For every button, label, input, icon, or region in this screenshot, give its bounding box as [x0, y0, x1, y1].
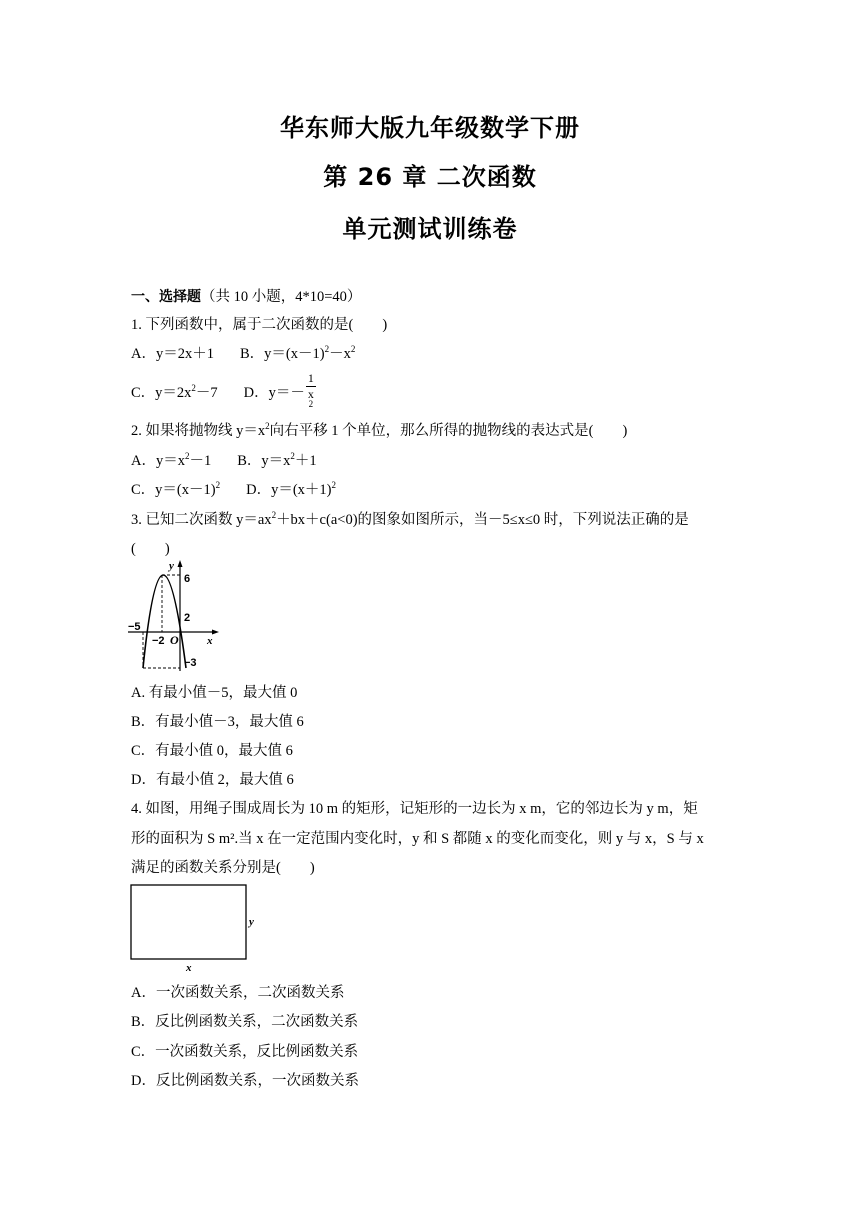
q4-stem-line2: 形的面积为 S m².当 x 在一定范围内变化时，y 和 S 都随 x 的变化而变化，则 y 与 x，S 与 x: [131, 831, 704, 847]
q2-stem: 2. 如果将抛物线 $y=x^2$向右平移 1 个单位，那么所得的抛物线的表达式是( ): [131, 421, 628, 439]
q4-stem-line1: 4. 如图，用绳子围成周长为 10 m 的矩形，记矩形的一边长为 x m，它的邻边长为 y m，矩: [131, 801, 698, 817]
rectangle-figure: [128, 883, 264, 975]
rect-y-label: y: [249, 916, 254, 928]
q3-option-a: A. 有最小值－5，最大值 0: [131, 685, 298, 701]
label-minus3: −3: [184, 657, 197, 669]
q1-stem: 1. 下列函数中，属于二次函数的是( ): [131, 317, 388, 333]
q4-option-c: C．一次函数关系，反比例函数关系: [131, 1044, 359, 1060]
q3-stem-blank: ( ): [131, 541, 170, 557]
q1-option-d: D．y＝－ 1 x $^2$: [244, 385, 316, 401]
q1-option-a: A．y＝2x＋1: [131, 346, 214, 362]
parabola-graph: [128, 558, 220, 674]
label-origin: O: [170, 633, 179, 647]
rectangle-shape: [131, 885, 246, 959]
label-minus2: −2: [152, 635, 165, 647]
q2-option-b: B．$y=x^2+1$: [237, 451, 317, 469]
q1-option-b: B．$y=(x-1)^2-x^2$: [239, 344, 356, 362]
q4-option-b: B．反比例函数关系，二次函数关系: [131, 1014, 359, 1030]
q3-option-c: C．有最小值 0，最大值 6: [131, 743, 293, 759]
q4-stem-line3: 满足的函数关系分别是( ): [131, 860, 315, 876]
y-axis-arrow: [178, 560, 183, 567]
q3-option-d: D．有最小值 2，最大值 6: [131, 772, 294, 788]
label-six: 6: [184, 573, 191, 585]
q1-option-c: C．$y=2x^2-7$: [131, 383, 218, 402]
q4-option-a: A．一次函数关系，二次函数关系: [131, 985, 345, 1001]
q2-options-ab: [131, 449, 317, 470]
x-label: x: [207, 635, 213, 647]
section-heading: [131, 285, 361, 306]
section-heading-note: （共 10 小题，4*10=40）: [201, 289, 362, 305]
x-axis-arrow: [212, 630, 219, 635]
q2-options-cd: [131, 478, 336, 499]
q1-options-cd: [131, 371, 316, 417]
q2-option-c: C．$y=(x-1)^2$: [131, 480, 221, 498]
label-two: 2: [184, 612, 191, 624]
chapter-title: 第 26 章 二次函数: [323, 163, 537, 191]
q2-option-a: A．$y=x^2-1$: [131, 451, 212, 469]
document-title: 华东师大版九年级数学下册: [280, 114, 580, 142]
q3-stem: 3. 已知二次函数 $y=ax^2+bx+c(a<0)$的图象如图所示，当－5≤x≤0 时，下列说法正确的是: [131, 510, 689, 528]
section-heading-label: 一、选择题: [131, 289, 201, 305]
q4-option-d: D．反比例函数关系，一次函数关系: [131, 1073, 359, 1089]
q1-fraction: 1 x $^2$: [307, 371, 314, 409]
test-title: 单元测试训练卷: [342, 215, 518, 243]
label-minus5: −5: [128, 621, 141, 633]
q3-option-b: B．有最小值－3，最大值 6: [131, 714, 304, 730]
rect-x-label: x: [186, 962, 192, 974]
y-label: y: [169, 560, 174, 572]
q1-options-ab: [131, 342, 355, 363]
q2-option-d: D．$y=(x+1)^2$: [246, 480, 336, 498]
